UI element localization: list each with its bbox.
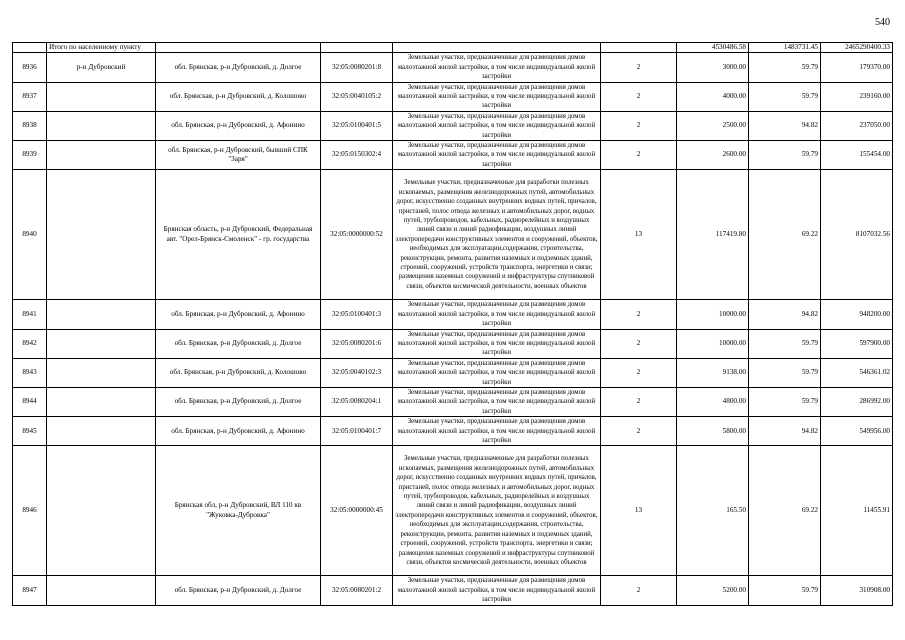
cadastral-value: 597900.00: [821, 329, 893, 358]
land-use-description: Земельные участки, предназначенные для размещения домов малоэтажной жилой застройки, в том числе индивидуальной жилой застройки: [393, 358, 601, 387]
cadastre-number: 32:05:0080201:2: [321, 576, 393, 605]
cadastral-value: 546361.02: [821, 358, 893, 387]
cadastral-value: 179370.00: [821, 53, 893, 82]
address-cell: обл. Брянская, р-н Дубровский, д. Долгое: [156, 387, 321, 416]
specific-value: 94.82: [749, 300, 821, 329]
land-use-description: Земельные участки, предназначенные для размещения домов малоэтажной жилой застройки, в том числе индивидуальной жилой застройки: [393, 82, 601, 111]
row-number: 8937: [13, 82, 47, 111]
cadastre-number: 32:05:0100401:5: [321, 111, 393, 140]
group-number: 2: [601, 53, 677, 82]
address-cell: обл. Брянская, р-н Дубровский, д. Долгое: [156, 576, 321, 605]
address-cell: обл. Брянская, р-н Дубровский, д. Долгое: [156, 53, 321, 82]
cadastral-value: 8107032.56: [821, 170, 893, 300]
locality-empty: [47, 358, 156, 387]
cadastral-value: 239160.00: [821, 82, 893, 111]
group-number: 2: [601, 358, 677, 387]
area-value: 165.50: [677, 446, 749, 576]
row-number: 8939: [13, 141, 47, 170]
address-cell: обл. Брянская, р-н Дубровский, д. Афонино: [156, 111, 321, 140]
row-number: 8943: [13, 358, 47, 387]
table-row: [13, 329, 893, 358]
cadastre-number: 32:05:0100401:7: [321, 417, 393, 446]
specific-value: 59.79: [749, 329, 821, 358]
cadastre-number: 32:05:0000000:45: [321, 446, 393, 576]
address-cell: обл. Брянская, р-н Дубровский, бывший СПК "Заря": [156, 141, 321, 170]
cadastral-value: 948200.00: [821, 300, 893, 329]
group-number: 2: [601, 300, 677, 329]
row-number: 8947: [13, 576, 47, 605]
locality-empty: [47, 329, 156, 358]
group-number: 2: [601, 141, 677, 170]
group-number: 13: [601, 446, 677, 576]
locality-empty: [47, 111, 156, 140]
group-number: 13: [601, 170, 677, 300]
area-value: 10000.00: [677, 300, 749, 329]
cadastral-value: 310908.00: [821, 576, 893, 605]
address-cell: обл. Брянская, р-н Дубровский, д. Долгое: [156, 329, 321, 358]
cadastral-value-table: [12, 42, 893, 606]
area-value: 4800.00: [677, 387, 749, 416]
summary-row: [13, 43, 893, 53]
row-number: 8941: [13, 300, 47, 329]
area-value: 117419.80: [677, 170, 749, 300]
address-cell: Брянская область, р-н Дубровский, Федеральная авт. "Орел-Брянск-Смоленск" - гр. государства: [156, 170, 321, 300]
row-number: 8945: [13, 417, 47, 446]
land-use-description: Земельные участки, предназначенные для размещения домов малоэтажной жилой застройки, в том числе индивидуальной жилой застройки: [393, 417, 601, 446]
locality-empty: [47, 141, 156, 170]
specific-value: 59.79: [749, 53, 821, 82]
land-use-description: Земельные участки, предназначенные для размещения домов малоэтажной жилой застройки, в том числе индивидуальной жилой застройки: [393, 53, 601, 82]
area-value: 4000.00: [677, 82, 749, 111]
specific-value: 59.79: [749, 576, 821, 605]
area-value: 5800.00: [677, 417, 749, 446]
table-row: [13, 300, 893, 329]
cadastre-number: 32:05:0000000:52: [321, 170, 393, 300]
table-row: [13, 576, 893, 605]
cadastre-number: 32:05:0080201:8: [321, 53, 393, 82]
address-cell: обл. Брянская, р-н Дубровский, д. Колошово: [156, 358, 321, 387]
cadastral-value: 237050.00: [821, 111, 893, 140]
summary-price-avg: 1483731.45: [749, 43, 821, 53]
group-number: 2: [601, 576, 677, 605]
row-number: 8940: [13, 170, 47, 300]
locality-empty: [47, 387, 156, 416]
row-number: 8938: [13, 111, 47, 140]
group-number: 2: [601, 387, 677, 416]
table-row: [13, 170, 893, 300]
land-use-description: Земельные участки, предназначенные для размещения домов малоэтажной жилой застройки, в том числе индивидуальной жилой застройки: [393, 576, 601, 605]
table-row: [13, 82, 893, 111]
specific-value: 69.22: [749, 446, 821, 576]
group-number: 2: [601, 82, 677, 111]
land-use-description: Земельные участки, предназначенные для размещения домов малоэтажной жилой застройки, в том числе индивидуальной жилой застройки: [393, 387, 601, 416]
area-value: 9138.00: [677, 358, 749, 387]
specific-value: 94.82: [749, 417, 821, 446]
cadastral-value: 11455.91: [821, 446, 893, 576]
specific-value: 59.79: [749, 141, 821, 170]
locality-empty: [47, 417, 156, 446]
row-number: 8946: [13, 446, 47, 576]
locality-empty: [47, 300, 156, 329]
address-cell: обл. Брянская, р-н Дубровский, д. Афонино: [156, 417, 321, 446]
area-value: 2500.00: [677, 111, 749, 140]
group-number: 2: [601, 417, 677, 446]
cadastre-number: 32:05:0040105:2: [321, 82, 393, 111]
cadastre-number: 32:05:0080201:6: [321, 329, 393, 358]
table-row: [13, 446, 893, 576]
summary-value-total: 2465290400.33: [821, 43, 893, 53]
land-use-description: Земельные участки, предназначенные для размещения домов малоэтажной жилой застройки, в том числе индивидуальной жилой застройки: [393, 329, 601, 358]
locality-empty: [47, 82, 156, 111]
table-row: [13, 111, 893, 140]
cadastre-number: 32:05:0150302:4: [321, 141, 393, 170]
group-number: 2: [601, 329, 677, 358]
group-number: 2: [601, 111, 677, 140]
specific-value: 59.79: [749, 358, 821, 387]
area-value: 2600.00: [677, 141, 749, 170]
area-value: 5200.00: [677, 576, 749, 605]
specific-value: 59.79: [749, 82, 821, 111]
table-row: [13, 387, 893, 416]
locality-empty: [47, 576, 156, 605]
locality-cell: р-н Дубровский: [47, 53, 156, 82]
cadastre-number: 32:05:0040102:3: [321, 358, 393, 387]
address-cell: обл. Брянская, р-н Дубровский, д. Афонино: [156, 300, 321, 329]
land-use-description: Земельные участки, предназначенные для размещения домов малоэтажной жилой застройки, в том числе индивидуальной жилой застройки: [393, 141, 601, 170]
cadastral-value: 286992.00: [821, 387, 893, 416]
address-cell: Брянская обл, р-н Дубровский, ВЛ 110 кв "Жуковка-Дубровка": [156, 446, 321, 576]
row-number: 8936: [13, 53, 47, 82]
specific-value: 94.82: [749, 111, 821, 140]
table-row: [13, 358, 893, 387]
land-use-description: Земельные участки, предназначенные для разработки полезных ископаемых, размещения железнодорожных путей, автомобильных дорог, искусственно созданных внутренних водных путей, причалов, пристаней, полос отвода железных и автомобильных дорог, водных путей, трубопроводов, кабельных, радиорелейных и воздушных линий связи и линий радиофикации, воздушных линий электропередачи конструктивных элементов и сооружений, объектов, необходимых для эксплуатации,содержания, строительства, реконструкции, ремонта, развития наземных и подземных зданий, строений, сооружений, устройств транспорта, энергетики и связи; размещения наземных сооружений и инфраструктуры спутниковой связи, объектов космической деятельности, военных объектов: [393, 170, 601, 300]
locality-empty: [47, 170, 156, 300]
summary-label: Итого по населенному пункту: [47, 43, 156, 53]
specific-value: 69.22: [749, 170, 821, 300]
cadastre-number: 32:05:0100401:3: [321, 300, 393, 329]
area-value: 10000.00: [677, 329, 749, 358]
land-use-description: Земельные участки, предназначенные для разработки полезных ископаемых, размещения железнодорожных путей, автомобильных дорог, искусственно созданных внутренних водных путей, причалов, пристаней, полос отвода железных и автомобильных дорог, водных путей, трубопроводов, кабельных, радиорелейных и воздушных линий связи и линий радиофикации, воздушных линий электропередачи конструктивных элементов и сооружений, объектов, необходимых для эксплуатации,содержания, строительства, реконструкции, ремонта, развития наземных и подземных зданий, строений, сооружений, устройств транспорта, энергетики и связи; размещения наземных сооружений и инфраструктуры спутниковой связи, объектов космической деятельности, военных объектов: [393, 446, 601, 576]
address-cell: обл. Брянская, р-н Дубровский, д. Колошово: [156, 82, 321, 111]
land-use-description: Земельные участки, предназначенные для размещения домов малоэтажной жилой застройки, в том числе индивидуальной жилой застройки: [393, 300, 601, 329]
cadastre-number: 32:05:0080204:1: [321, 387, 393, 416]
table-row: [13, 417, 893, 446]
table-row: [13, 141, 893, 170]
specific-value: 59.79: [749, 387, 821, 416]
cadastral-value: 155454.00: [821, 141, 893, 170]
area-value: 3000.00: [677, 53, 749, 82]
land-use-description: Земельные участки, предназначенные для размещения домов малоэтажной жилой застройки, в том числе индивидуальной жилой застройки: [393, 111, 601, 140]
row-number: 8944: [13, 387, 47, 416]
summary-area-total: 4530486.58: [677, 43, 749, 53]
row-number: 8942: [13, 329, 47, 358]
table-row: [13, 53, 893, 82]
page-number: 540: [875, 17, 890, 28]
locality-empty: [47, 446, 156, 576]
cadastral-value: 549956.00: [821, 417, 893, 446]
